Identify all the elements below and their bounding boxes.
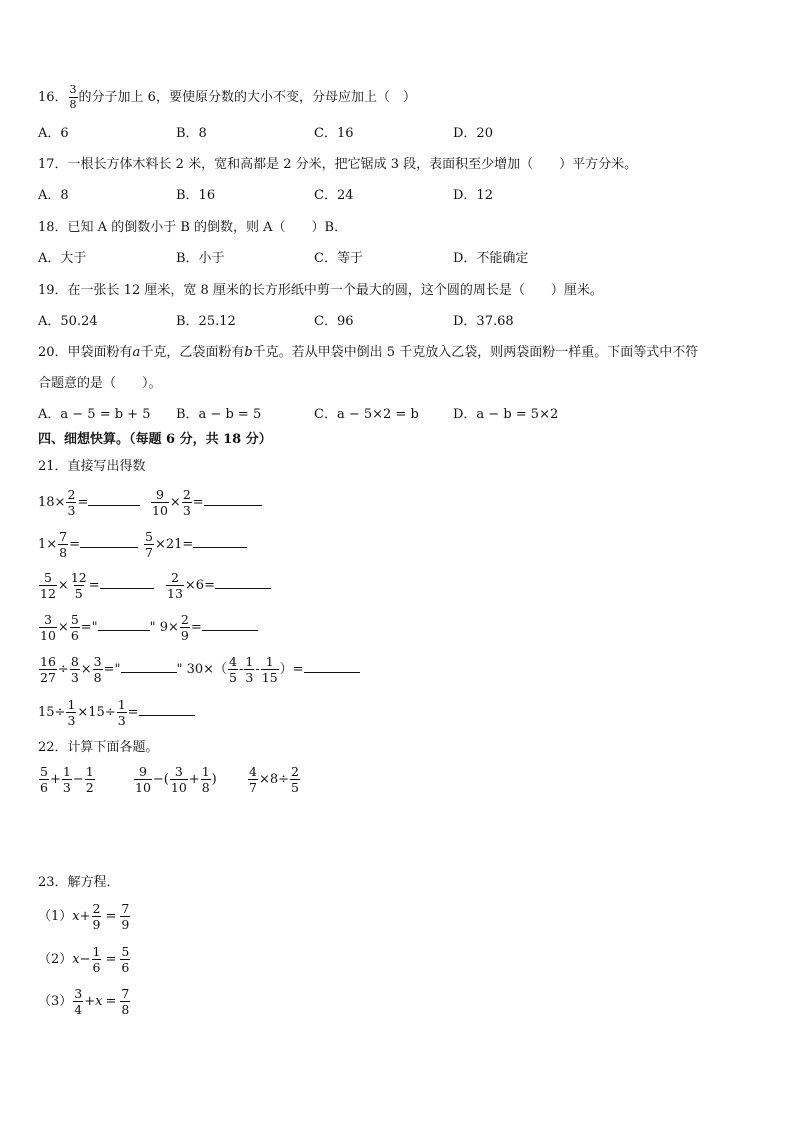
answer-blank[interactable] xyxy=(100,578,154,589)
fraction: $\frac{3}{8}$ xyxy=(93,654,102,686)
answer-blank[interactable] xyxy=(139,705,195,716)
q21-item-2: $\frac{9}{10}$ × $\frac{2}{3}$ = xyxy=(150,488,262,517)
q18-option-d[interactable]: D．不能确定 xyxy=(453,251,529,266)
q21-item-1: 18× $\frac{2}{3}$ = xyxy=(38,488,140,517)
question-21-title: 21．直接写出得数 xyxy=(38,459,146,474)
q21-item-4: $\frac{5}{7}$ ×21= xyxy=(143,530,247,559)
fraction: $\frac{4}{5}$ xyxy=(229,654,237,686)
q18-option-c[interactable]: C．等于 xyxy=(314,251,363,266)
answer-blank[interactable] xyxy=(80,537,138,548)
fraction: $\frac{5}{6}$ xyxy=(70,612,79,644)
q16-option-b[interactable]: B．8 xyxy=(176,126,207,141)
q16-option-a[interactable]: A．6 xyxy=(38,126,69,141)
fraction: $\frac{1}{3}$ xyxy=(117,697,126,729)
question-16-stem: 16． $\frac{3}{8}$ 的分子加上 6，要使原分数的大小不变，分母应加上（ ） xyxy=(38,83,416,111)
q23-equation-2: （2）x− $\frac{1}{6}$ = $\frac{5}{6}$ xyxy=(38,944,130,976)
q16-option-c[interactable]: C．16 xyxy=(314,126,354,141)
answer-blank[interactable] xyxy=(304,662,360,673)
fraction: $\frac{1}{3}$ xyxy=(67,697,76,729)
fraction: $\frac{5}{7}$ xyxy=(145,529,153,561)
answer-blank[interactable] xyxy=(215,578,271,589)
q20-option-c[interactable]: C．a − 5×2 = b xyxy=(314,407,419,422)
fraction: $\frac{12}{5}$ xyxy=(70,570,87,602)
q21-item-7-8: $\frac{3}{10}$ × $\frac{5}{6}$ =" " 9× $\frac{2}{9}$ = xyxy=(38,613,258,642)
q20-option-a[interactable]: A．a − 5 = b + 5 xyxy=(38,407,151,422)
q17-option-c[interactable]: C．24 xyxy=(314,188,354,203)
q18-option-a[interactable]: A．大于 xyxy=(38,251,87,266)
answer-blank[interactable] xyxy=(88,495,140,506)
fraction: $\frac{1}{15}$ xyxy=(261,654,278,686)
fraction: $\frac{2}{3}$ xyxy=(182,487,191,519)
question-20-stem-line2: 合题意的是（ ）。 xyxy=(38,376,162,391)
q21-item-11: 15÷ $\frac{1}{3}$ ×15÷ $\frac{1}{3}$ = xyxy=(38,698,195,727)
fraction: $\frac{9}{10}$ xyxy=(152,487,168,519)
answer-blank[interactable] xyxy=(121,662,177,673)
q19-option-b[interactable]: B．25.12 xyxy=(176,314,236,329)
q17-option-d[interactable]: D．12 xyxy=(453,188,493,203)
q18-option-b[interactable]: B．小于 xyxy=(176,251,225,266)
answer-blank[interactable] xyxy=(202,620,258,631)
q21-item-6: $\frac{2}{13}$ ×6= xyxy=(165,571,271,600)
fraction: $\frac{3}{10}$ xyxy=(40,612,56,644)
fraction: $\frac{8}{3}$ xyxy=(70,654,79,686)
question-22-title: 22．计算下面各题。 xyxy=(38,740,159,755)
fraction: $\frac{2}{13}$ xyxy=(167,570,183,602)
fraction: $\frac{1}{3}$ xyxy=(245,654,254,686)
q20-option-d[interactable]: D．a − b = 5×2 xyxy=(453,407,559,422)
q21-item-9-10: $\frac{16}{27}$ ÷ $\frac{8}{3}$ × $\frac{3}{8}$ =" " 30×（ $\frac{4}{5}$ - $\frac{1}{3}$ - $\frac{1}{15}$ ）= xyxy=(38,655,360,684)
q21-item-5: $\frac{5}{12}$ × $\frac{12}{5}$ = xyxy=(38,571,154,600)
q22-expression-3: $\frac{4}{7}$ ×8÷ $\frac{2}{5}$ xyxy=(249,764,299,796)
answer-blank[interactable] xyxy=(98,620,150,631)
q17-option-a[interactable]: A．8 xyxy=(38,188,69,203)
fraction: $\frac{3}{8}$ xyxy=(69,83,77,111)
q16-option-d[interactable]: D．20 xyxy=(453,126,493,141)
fraction: $\frac{16}{27}$ xyxy=(40,654,56,686)
q23-equation-1: （1）x+ $\frac{2}{9}$ = $\frac{7}{9}$ xyxy=(38,901,130,933)
fraction: $\frac{7}{8}$ xyxy=(59,529,68,561)
q23-equation-3: （3） $\frac{3}{4}$ +x = $\frac{7}{8}$ xyxy=(38,986,130,1018)
fraction: $\frac{2}{3}$ xyxy=(67,487,76,519)
answer-blank[interactable] xyxy=(193,537,247,548)
fraction: $\frac{2}{9}$ xyxy=(180,612,189,644)
question-20-stem-line1: 20．甲袋面粉有a千克，乙袋面粉有b千克。若从甲袋中倒出 5 千克放入乙袋，则两袋面粉一样重。下面等式中不符 xyxy=(38,345,699,360)
fraction: $\frac{5}{12}$ xyxy=(40,570,56,602)
question-23-title: 23．解方程． xyxy=(38,875,120,890)
q19-option-d[interactable]: D．37.68 xyxy=(453,314,514,329)
q19-option-c[interactable]: C．96 xyxy=(314,314,354,329)
answer-blank[interactable] xyxy=(204,495,262,506)
question-18-stem: 18．已知 A 的倒数小于 B 的倒数，则 A（ ）B． xyxy=(38,220,348,235)
q21-item-3: 1× $\frac{7}{8}$ = xyxy=(38,530,138,559)
q20-option-b[interactable]: B．a − b = 5 xyxy=(176,407,262,422)
q19-option-a[interactable]: A．50.24 xyxy=(38,314,98,329)
section-heading: 四、细想快算。（每题 6 分，共 18 分） xyxy=(38,432,272,447)
q22-expression-2: $\frac{9}{10}$ −( $\frac{3}{10}$ + $\frac{1}{8}$ ) xyxy=(135,764,217,796)
q22-expression-1: $\frac{5}{6}$ + $\frac{1}{3}$ − $\frac{1}{2}$ xyxy=(40,764,94,796)
question-19-stem: 19．在一张长 12 厘米，宽 8 厘米的长方形纸中剪一个最大的圆，这个圆的周长是（ ）厘米。 xyxy=(38,283,603,298)
q17-option-b[interactable]: B．16 xyxy=(176,188,216,203)
question-17-stem: 17．一根长方体木料长 2 米，宽和高都是 2 分米，把它锯成 3 段，表面积至少增加（ ）平方分米。 xyxy=(38,157,638,172)
